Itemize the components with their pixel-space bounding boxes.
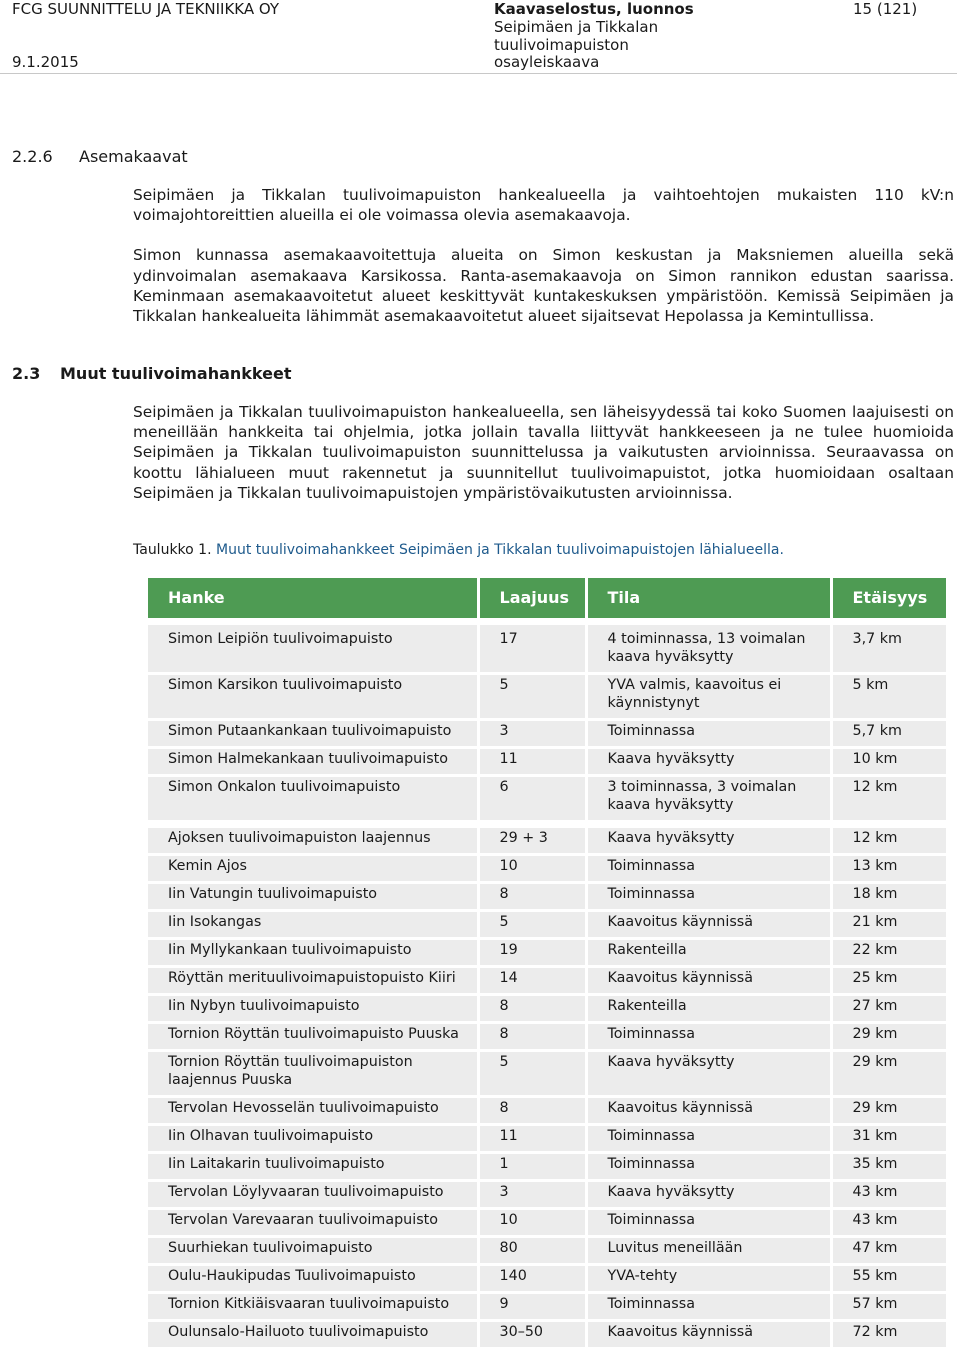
cell-hanke: Röyttän merituulivoimapuistopuisto Kiiri <box>148 967 478 995</box>
cell-etaisyys: 27 km <box>831 995 946 1023</box>
cell-etaisyys: 55 km <box>831 1265 946 1293</box>
cell-tila: Toiminnassa <box>586 883 831 911</box>
table-row <box>148 967 946 995</box>
header-org: FCG SUUNNITTELU JA TEKNIIKKA OY <box>12 0 279 18</box>
cell-tila: Kaavoitus käynnissä <box>586 1321 831 1347</box>
cell-tila: 4 toiminnassa, 13 voimalan kaava hyväksytty <box>586 622 831 674</box>
cell-tila: Kaava hyväksytty <box>586 1051 831 1097</box>
table-row <box>148 674 946 720</box>
cell-hanke: Simon Putaankankaan tuulivoimapuisto <box>148 720 478 748</box>
cell-etaisyys: 35 km <box>831 1153 946 1181</box>
table-row <box>148 855 946 883</box>
cell-laajuus: 1 <box>478 1153 586 1181</box>
cell-tila: Kaavoitus käynnissä <box>586 1097 831 1125</box>
cell-laajuus: 80 <box>478 1237 586 1265</box>
cell-laajuus: 14 <box>478 967 586 995</box>
table-row <box>148 883 946 911</box>
header-doc-sub1: Seipimäen ja Tikkalan <box>494 18 658 36</box>
cell-hanke: Iin Olhavan tuulivoimapuisto <box>148 1125 478 1153</box>
cell-etaisyys: 29 km <box>831 1097 946 1125</box>
header-doc-sub3: osayleiskaava <box>494 53 599 71</box>
table-row <box>148 1181 946 1209</box>
table-row <box>148 776 946 825</box>
cell-laajuus: 17 <box>478 622 586 674</box>
cell-hanke: Tornion Röyttän tuulivoimapuisto Puuska <box>148 1023 478 1051</box>
cell-hanke: Simon Leipiön tuulivoimapuisto <box>148 622 478 674</box>
cell-laajuus: 8 <box>478 1097 586 1125</box>
cell-laajuus: 19 <box>478 939 586 967</box>
paragraph: Simon kunnassa asemakaavoitettuja alueita on Simon keskustan ja Maksniemen alueilla sekä ydinvoimalan asemakaava Karsikossa. Ranta-asemakaavoja on Simon rannikon edustan saarissa. Keminmaan asemakaavoitetut alueet keskittyvät kuntakeskuksen ympäristöön. Kemissä Seipimäen ja Tikkalan hankealueita lähimmät asemakaavoitetut alueet sijaitsevat Hepolassa ja Kemintullissa. <box>133 245 954 326</box>
table-caption-number: Taulukko 1. <box>133 542 212 558</box>
col-header-etaisyys: Etäisyys <box>831 578 946 622</box>
cell-etaisyys: 43 km <box>831 1181 946 1209</box>
cell-laajuus: 8 <box>478 1023 586 1051</box>
cell-tila: Toiminnassa <box>586 1153 831 1181</box>
table-row <box>148 1023 946 1051</box>
cell-etaisyys: 18 km <box>831 883 946 911</box>
cell-etaisyys: 22 km <box>831 939 946 967</box>
paragraph: Seipimäen ja Tikkalan tuulivoimapuiston hankealueella, sen läheisyydessä tai koko Suomen laajuisesti on meneillään hankkeita tai ohjelmia, jotka jollain tavalla liittyvät hankkeeseen ja ne tulee huomioida Seipimäen ja Tikkalan tuulivoimapuiston suunnittelussa ja vaikutusten arvioinnissa. Seuraavassa on koottu lähialueen muut rakennetut ja suunnitellut tuulivoimapuistot, jotka huomioidaan osaltaan Seipimäen ja Tikkalan tuulivoimapuistojen ympäristövaikutusten arvioinnissa. <box>133 402 954 503</box>
cell-etaisyys: 72 km <box>831 1321 946 1347</box>
section-2-3-body <box>133 402 954 503</box>
table-row <box>148 1321 946 1347</box>
cell-etaisyys: 12 km <box>831 824 946 855</box>
section-2-2-6-body <box>133 185 954 326</box>
cell-tila: YVA valmis, kaavoitus ei käynnistynyt <box>586 674 831 720</box>
cell-laajuus: 10 <box>478 1209 586 1237</box>
cell-tila: Kaava hyväksytty <box>586 824 831 855</box>
cell-hanke: Iin Isokangas <box>148 911 478 939</box>
cell-tila: Toiminnassa <box>586 720 831 748</box>
section-2-3-title: Muut tuulivoimahankkeet <box>60 364 291 384</box>
cell-etaisyys: 29 km <box>831 1023 946 1051</box>
cell-tila: Kaavoitus käynnissä <box>586 967 831 995</box>
cell-etaisyys: 21 km <box>831 911 946 939</box>
table-row <box>148 748 946 776</box>
cell-laajuus: 11 <box>478 748 586 776</box>
header-page-number: 15 (121) <box>853 0 917 18</box>
cell-tila: Kaavoitus käynnissä <box>586 911 831 939</box>
table-row <box>148 939 946 967</box>
cell-hanke: Tornion Kitkiäisvaaran tuulivoimapuisto <box>148 1293 478 1321</box>
cell-tila: YVA-tehty <box>586 1265 831 1293</box>
cell-hanke: Tervolan Löylyvaaran tuulivoimapuisto <box>148 1181 478 1209</box>
cell-laajuus: 5 <box>478 1051 586 1097</box>
cell-laajuus: 140 <box>478 1265 586 1293</box>
table-row <box>148 1265 946 1293</box>
table-caption-text: Muut tuulivoimahankkeet Seipimäen ja Tikkalan tuulivoimapuistojen lähialueella. <box>216 542 784 558</box>
cell-hanke: Oulu-Haukipudas Tuulivoimapuisto <box>148 1265 478 1293</box>
section-2-2-6-title: Asemakaavat <box>79 147 188 167</box>
cell-tila: 3 toiminnassa, 3 voimalan kaava hyväksytty <box>586 776 831 825</box>
table-row <box>148 720 946 748</box>
cell-hanke: Simon Halmekankaan tuulivoimapuisto <box>148 748 478 776</box>
cell-hanke: Kemin Ajos <box>148 855 478 883</box>
cell-hanke: Simon Karsikon tuulivoimapuisto <box>148 674 478 720</box>
col-header-hanke: Hanke <box>148 578 478 622</box>
cell-tila: Rakenteilla <box>586 939 831 967</box>
cell-tila: Kaava hyväksytty <box>586 1181 831 1209</box>
cell-laajuus: 5 <box>478 674 586 720</box>
cell-tila: Toiminnassa <box>586 1209 831 1237</box>
cell-laajuus: 8 <box>478 883 586 911</box>
cell-hanke: Oulunsalo-Hailuoto tuulivoimapuisto <box>148 1321 478 1347</box>
cell-hanke: Iin Vatungin tuulivoimapuisto <box>148 883 478 911</box>
cell-laajuus: 11 <box>478 1125 586 1153</box>
cell-etaisyys: 43 km <box>831 1209 946 1237</box>
table-row <box>148 1051 946 1097</box>
cell-hanke: Tervolan Hevosselän tuulivoimapuisto <box>148 1097 478 1125</box>
table-row <box>148 1237 946 1265</box>
table-caption <box>133 541 784 559</box>
table-row <box>148 1097 946 1125</box>
table-header-row <box>148 578 946 622</box>
cell-tila: Kaava hyväksytty <box>586 748 831 776</box>
section-2-3-number: 2.3 <box>12 364 40 384</box>
cell-hanke: Iin Nybyn tuulivoimapuisto <box>148 995 478 1023</box>
cell-etaisyys: 25 km <box>831 967 946 995</box>
table-row <box>148 824 946 855</box>
paragraph: Seipimäen ja Tikkalan tuulivoimapuiston hankealueella ja vaihtoehtojen mukaisten 110 kV:n voimajohtoreittien alueilla ei ole voimassa olevia asemakaavoja. <box>133 185 954 225</box>
table-row <box>148 1125 946 1153</box>
cell-tila: Luvitus meneillään <box>586 1237 831 1265</box>
header-rule <box>0 73 957 74</box>
cell-hanke: Suurhiekan tuulivoimapuisto <box>148 1237 478 1265</box>
cell-hanke: Tervolan Varevaaran tuulivoimapuisto <box>148 1209 478 1237</box>
cell-tila: Toiminnassa <box>586 1125 831 1153</box>
section-2-2-6-number: 2.2.6 <box>12 147 53 167</box>
cell-etaisyys: 13 km <box>831 855 946 883</box>
header-doc-title: Kaavaselostus, luonnos <box>494 0 694 18</box>
col-header-laajuus: Laajuus <box>478 578 586 622</box>
cell-hanke: Simon Onkalon tuulivoimapuisto <box>148 776 478 825</box>
table-row <box>148 911 946 939</box>
cell-etaisyys: 5,7 km <box>831 720 946 748</box>
cell-tila: Toiminnassa <box>586 1293 831 1321</box>
cell-laajuus: 9 <box>478 1293 586 1321</box>
header-doc-sub2: tuulivoimapuiston <box>494 36 629 54</box>
cell-etaisyys: 29 km <box>831 1051 946 1097</box>
cell-tila: Rakenteilla <box>586 995 831 1023</box>
cell-etaisyys: 31 km <box>831 1125 946 1153</box>
table-row <box>148 1293 946 1321</box>
table-row <box>148 995 946 1023</box>
table-row <box>148 622 946 674</box>
cell-etaisyys: 3,7 km <box>831 622 946 674</box>
cell-laajuus: 3 <box>478 720 586 748</box>
cell-etaisyys: 47 km <box>831 1237 946 1265</box>
cell-hanke: Iin Myllykankaan tuulivoimapuisto <box>148 939 478 967</box>
cell-etaisyys: 5 km <box>831 674 946 720</box>
cell-laajuus: 10 <box>478 855 586 883</box>
col-header-tila: Tila <box>586 578 831 622</box>
cell-laajuus: 8 <box>478 995 586 1023</box>
cell-hanke: Tornion Röyttän tuulivoimapuiston laajennus Puuska <box>148 1051 478 1097</box>
header-date: 9.1.2015 <box>12 53 79 71</box>
cell-tila: Toiminnassa <box>586 855 831 883</box>
cell-hanke: Ajoksen tuulivoimapuiston laajennus <box>148 824 478 855</box>
cell-etaisyys: 10 km <box>831 748 946 776</box>
cell-etaisyys: 57 km <box>831 1293 946 1321</box>
cell-laajuus: 6 <box>478 776 586 825</box>
table-row <box>148 1153 946 1181</box>
cell-laajuus: 29 + 3 <box>478 824 586 855</box>
cell-laajuus: 5 <box>478 911 586 939</box>
cell-hanke: Iin Laitakarin tuulivoimapuisto <box>148 1153 478 1181</box>
cell-laajuus: 3 <box>478 1181 586 1209</box>
cell-laajuus: 30–50 <box>478 1321 586 1347</box>
table-row <box>148 1209 946 1237</box>
cell-tila: Toiminnassa <box>586 1023 831 1051</box>
cell-etaisyys: 12 km <box>831 776 946 825</box>
projects-table <box>148 578 946 1347</box>
